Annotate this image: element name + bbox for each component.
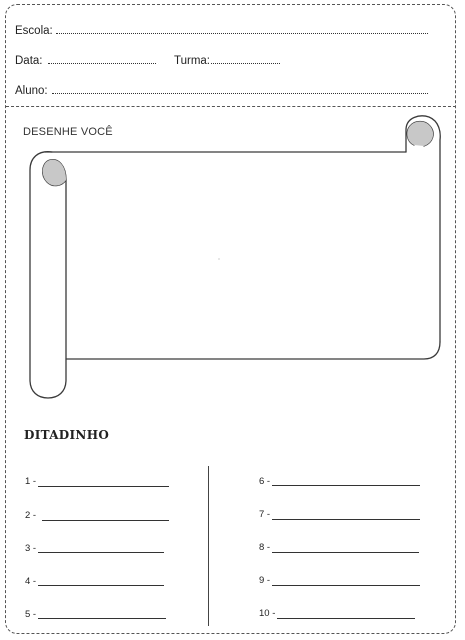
dictation-item-3-line[interactable] — [38, 552, 164, 553]
dictation-item-8-label: 8 - — [259, 542, 271, 553]
dictation-item-4-label: 4 - — [25, 576, 37, 587]
dictation-item-6-line[interactable] — [272, 485, 420, 486]
dictation-item-5-label: 5 - — [25, 609, 37, 620]
column-divider — [208, 466, 209, 626]
school-label: Escola: — [15, 25, 53, 37]
dictation-item-2-label: 2 - — [25, 510, 37, 521]
date-label: Data: — [15, 55, 43, 67]
dictation-title: DITADINHO — [24, 428, 110, 442]
dictation-item-2-line[interactable] — [42, 520, 169, 521]
dictation-item-4-line[interactable] — [38, 585, 164, 586]
dictation-item-6-label: 6 - — [259, 476, 271, 487]
class-label: Turma: — [174, 55, 210, 67]
dictation-item-9-label: 9 - — [259, 575, 271, 586]
dictation-item-9-line[interactable] — [272, 585, 420, 586]
dictation-item-3-label: 3 - — [25, 543, 37, 554]
dictation-item-10-label: 10 - — [259, 608, 276, 619]
dictation-item-5-line[interactable] — [38, 618, 166, 619]
dictation-item-10-line[interactable] — [277, 618, 415, 619]
drawing-title: DESENHE VOCÊ — [23, 126, 113, 138]
dictation-item-7-label: 7 - — [259, 509, 271, 520]
student-label: Aluno: — [15, 85, 48, 97]
dictation-item-7-line[interactable] — [272, 519, 420, 520]
dictation-item-8-line[interactable] — [272, 552, 419, 553]
scroll-curl-right — [407, 122, 433, 147]
dictation-item-1-line[interactable] — [38, 486, 169, 487]
dictation-item-1-label: 1 - — [25, 476, 37, 487]
